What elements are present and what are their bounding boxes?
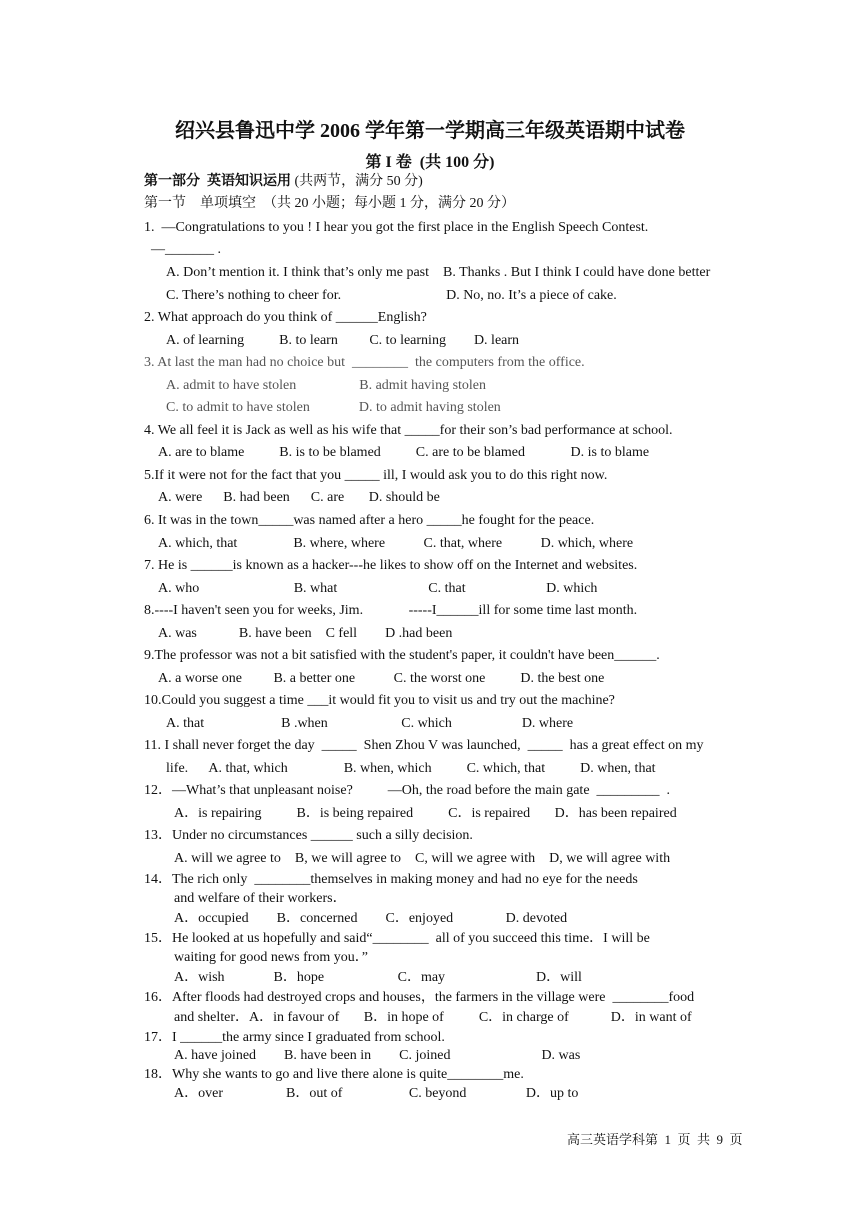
question-line: 6. It was in the town_____was named after a hero _____he fought for the peace. [144, 513, 595, 528]
option-line: A．is repairing B．is being repaired C．is repaired D．has been repaired [174, 806, 677, 821]
question-line: 13．Under no circumstances ______ such a silly decision. [144, 828, 473, 843]
part-heading-bold: 第一部分 英语知识运用 [144, 174, 291, 189]
option-line: A．occupied B．concerned C．enjoyed D. devoted [174, 911, 568, 926]
option-line: A. was B. have been C fell D .had been [158, 626, 453, 641]
question-line: 11. I shall never forget the day _____ Shen Zhou V was launched, _____ has a great effect on my [144, 738, 704, 753]
question-line: and shelter．A．in favour of B．in hope of C．in charge of D．in want of [174, 1010, 692, 1025]
page-footer: 高三英语学科第 1 页 共 9 页 [567, 1132, 743, 1147]
part-heading [144, 173, 423, 191]
question-line: 18．Why she wants to go and live there alone is quite________me. [144, 1067, 524, 1082]
option-line: A. who B. what C. that D. which [158, 581, 598, 596]
option-line: A. admit to have stolen B. admit having stolen [166, 378, 487, 393]
option-line: A. Don’t mention it. I think that’s only me past B. Thanks . But I think I could have done better [166, 265, 711, 280]
question-line: 17．I ______the army since I graduated from school. [144, 1030, 445, 1045]
option-line: life. A. that, which B. when, which C. which, that D. when, that [166, 761, 656, 776]
question-line: 4. We all feel it is Jack as well as his wife that _____for their son’s bad performance at school. [144, 423, 673, 438]
question-line: 16．After floods had destroyed crops and houses，the farmers in the village were ________food [144, 990, 695, 1005]
option-line: A. a worse one B. a better one C. the worst one D. the best one [158, 671, 605, 686]
option-line: A. of learning B. to learn C. to learning D. learn [166, 333, 520, 348]
option-line: C. There’s nothing to cheer for. D. No, no. It’s a piece of cake. [166, 288, 617, 303]
question-line: 15．He looked at us hopefully and said“________ all of you succeed this time．I will be [144, 931, 650, 946]
option-line: A．over B．out of C. beyond D．up to [174, 1086, 579, 1101]
question-line: and welfare of their workers． [174, 891, 347, 906]
section-heading: 第一节 单项填空 （共 20 小题；每小题 1 分，满分 20 分） [144, 196, 515, 211]
question-line: waiting for good news from you．” [174, 950, 369, 965]
option-line: A. have joined B. have been in C. joined D. was [174, 1048, 581, 1063]
question-line: 5.If it were not for the fact that you _____ ill, I would ask you to do this right now. [144, 468, 608, 483]
question-line: ―_______ . [144, 242, 221, 257]
paper-subtitle: 第 I 卷 (共 100 分) [365, 154, 495, 171]
question-line: 1. ―Congratulations to you ! I hear you got the first place in the English Speech Contest. [144, 220, 649, 235]
question-line: 3. At last the man had no choice but ________ the computers from the office. [144, 355, 585, 370]
question-line: 8.----I haven't seen you for weeks, Jim. -----I______ill for some time last month. [144, 603, 638, 618]
question-line: 10.Could you suggest a time ___it would fit you to visit us and try out the machine? [144, 693, 615, 708]
question-line: 2. What approach do you think of ______English? [144, 310, 427, 325]
question-line: 14．The rich only ________themselves in making money and had no eye for the needs [144, 872, 638, 887]
option-line: A. were B. had been C. are D. should be [158, 490, 440, 505]
option-line: A. will we agree to B, we will agree to C, will we agree with D, we will agree with [174, 851, 671, 866]
question-line: 12．—What’s that unpleasant noise? —Oh, the road before the main gate _________ . [144, 783, 671, 798]
option-line: A．wish B．hope C．may D．will [174, 970, 582, 985]
option-line: C. to admit to have stolen D. to admit having stolen [166, 400, 501, 415]
question-line: 9.The professor was not a bit satisfied with the student's paper, it couldn't have been______. [144, 648, 660, 663]
option-line: A. which, that B. where, where C. that, where D. which, where [158, 536, 634, 551]
question-line: 7. He is ______is known as a hacker---he likes to show off on the Internet and websites. [144, 558, 638, 573]
option-line: A. are to blame B. is to be blamed C. are to be blamed D. is to blame [158, 445, 650, 460]
option-line: A. that B .when C. which D. where [166, 716, 574, 731]
part-heading-note: (共两节，满分 50 分) [291, 174, 423, 189]
page-title: 绍兴县鲁迅中学 2006 学年第一学期高三年级英语期中试卷 [175, 120, 685, 142]
